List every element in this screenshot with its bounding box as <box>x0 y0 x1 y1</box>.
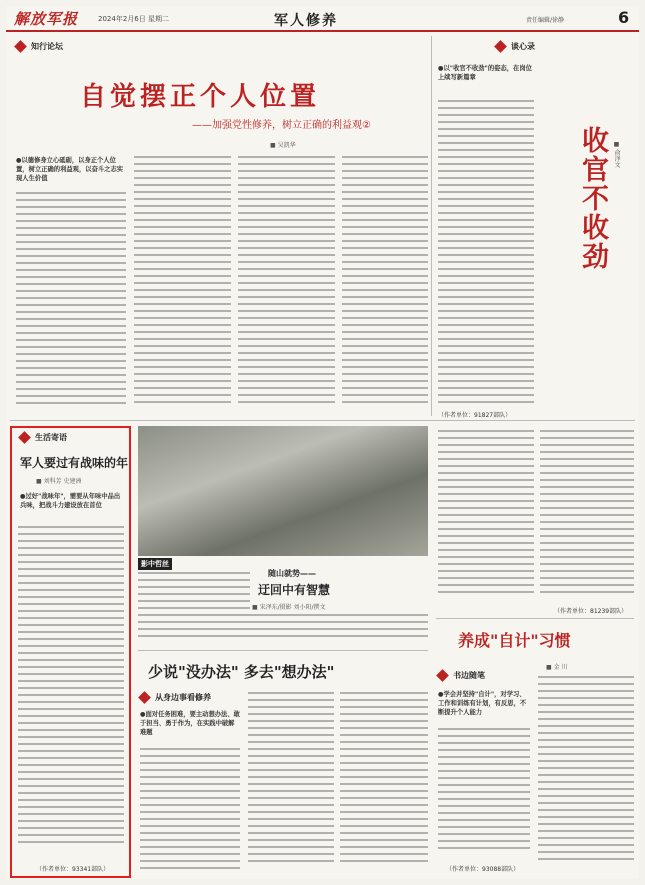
main-article-subtitle: ——加强党性修养，树立正确的利益观② <box>192 120 371 131</box>
self-plan-column-1 <box>438 728 530 858</box>
feature-photo <box>138 426 428 556</box>
no-way-column-3 <box>340 692 428 874</box>
self-plan-column-2 <box>538 676 634 874</box>
main-article-lead: ●以德修身立心砥砺，以身正个人位置，树立正确的利益观，以奋斗之志实现人生价值 <box>16 157 124 182</box>
diamond-icon <box>138 691 151 704</box>
heart-talk-author: ■ 俞泽文 <box>613 141 620 168</box>
heart-talk-source: （作者单位：91827部队） <box>438 412 512 419</box>
no-way-column-2 <box>248 692 334 874</box>
diamond-icon <box>436 669 449 682</box>
right-article-source: （作者单位：81239部队） <box>554 608 628 615</box>
newspaper-page <box>6 6 639 879</box>
main-article-column-4 <box>342 156 428 414</box>
photo-feature-text-left <box>138 572 250 612</box>
column-tag-knowledge-forum: 知行论坛 <box>16 39 63 53</box>
no-way-lead: ●面对任务困难，要主动想办法、敢于担当、勇于作为，在实践中破解难题 <box>140 711 240 736</box>
photo-feature-text-bottom <box>138 614 428 644</box>
column-tag-essay-notes: 书边随笔 <box>438 668 485 682</box>
photo-feature-tag: 影中哲丝 <box>138 558 172 570</box>
no-way-column-1 <box>140 748 240 874</box>
diamond-icon <box>18 431 31 444</box>
main-article-column-2 <box>134 156 231 414</box>
life-notes-body <box>18 526 124 858</box>
photo-feature-byline: ■ 宋泽东/摄影 刘小阳/撰文 <box>252 604 326 611</box>
right-article-column-1 <box>438 430 534 602</box>
section-divider <box>138 650 428 651</box>
right-article-column-2 <box>540 430 634 602</box>
issue-date: 2024年2月6日 星期二 <box>98 15 169 23</box>
section-title: 军人修养 <box>274 13 338 29</box>
self-plan-author: ■ 金 川 <box>546 664 568 671</box>
column-tag-life-notes: 生活寄语 <box>20 430 67 444</box>
newspaper-logo: 解放军报 <box>14 10 79 28</box>
section-divider <box>436 618 634 619</box>
main-article-title: 自觉摆正个人位置 <box>80 82 321 112</box>
self-plan-title: 养成"自计"习惯 <box>458 631 571 650</box>
page-number: 6 <box>618 8 630 27</box>
column-tag-heart-talk: 谈心录 <box>496 39 535 53</box>
diamond-icon <box>494 40 507 53</box>
editor-credit: 责任编辑/徐静 <box>526 17 565 24</box>
masthead <box>6 6 639 32</box>
photo-feature-title: 随山就势—— <box>268 569 316 578</box>
heart-talk-column-1 <box>438 100 534 416</box>
column-divider <box>431 36 432 416</box>
main-article-column-3 <box>238 156 335 414</box>
section-divider <box>10 420 635 421</box>
heart-talk-lead: ●以"收官不收劲"的姿态，在岗位上续写新篇章 <box>438 65 532 81</box>
main-article-byline: ■ 吴凯华 <box>270 142 296 149</box>
self-plan-source: （作者单位：93088部队） <box>446 866 520 873</box>
no-way-title: 少说"没办法" 多去"想办法" <box>148 663 335 681</box>
life-notes-byline: ■ 刘科芳 史建洲 <box>36 478 82 485</box>
column-tag-wisdom-at-hand: 从身边事看修养 <box>140 690 211 704</box>
diamond-icon <box>14 40 27 53</box>
photo-feature-subtitle: 迂回中有智慧 <box>258 583 331 597</box>
heart-talk-title: 收官不收劲 <box>577 126 608 271</box>
main-article-column-1 <box>16 192 126 414</box>
life-notes-title: 军人要过有战味的年 <box>20 456 129 470</box>
life-notes-lead: ●过好"战味年"，需要从年味中品出兵味，把战斗力建设放在首位 <box>20 493 121 509</box>
life-notes-source: （作者单位：93341部队） <box>36 866 110 873</box>
self-plan-lead: ●学会并坚持"自计"，对学习、工作和训练有计划，有反思，不断提升个人能力 <box>438 691 527 716</box>
